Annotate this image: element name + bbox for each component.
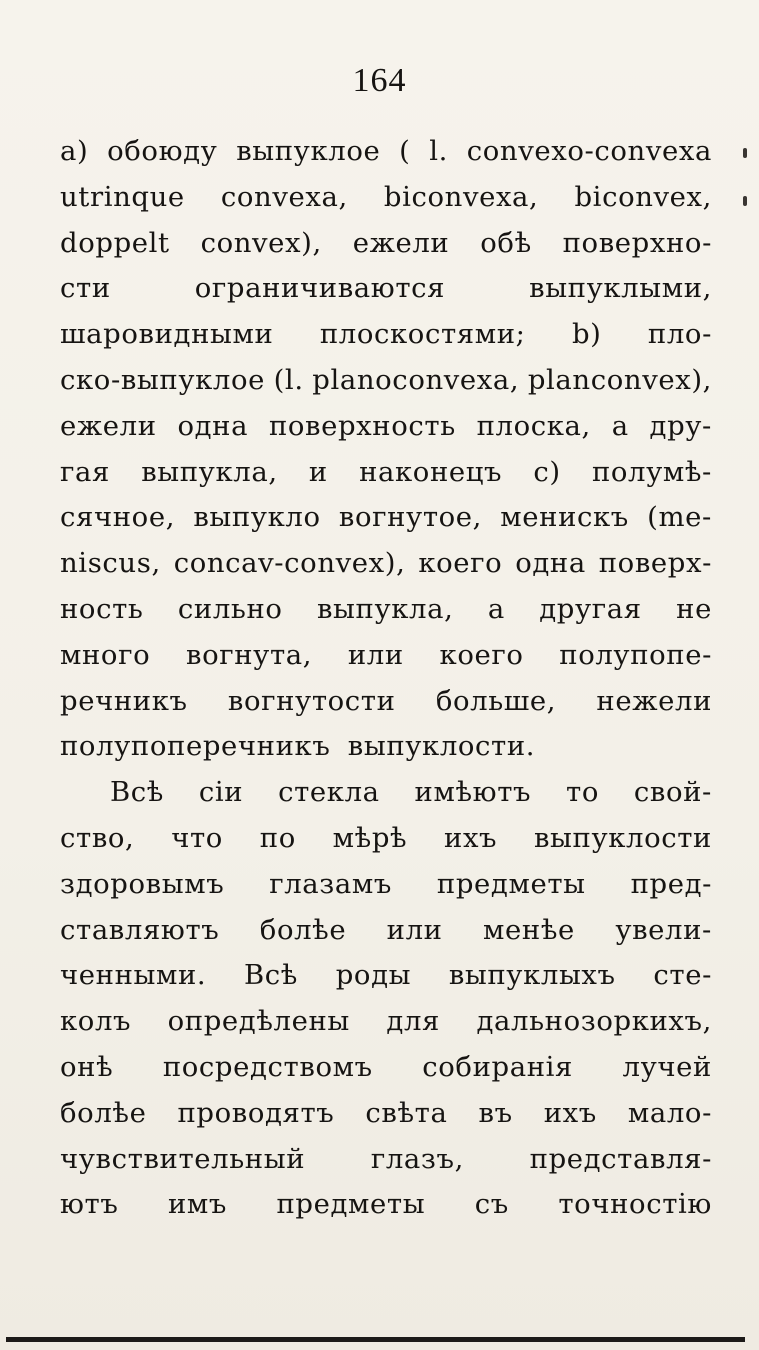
word: ность xyxy=(60,592,144,625)
word: выпуклости xyxy=(533,821,712,854)
edge-mark xyxy=(743,196,747,206)
word: проводятъ xyxy=(177,1096,335,1129)
word: менѣе xyxy=(483,913,575,946)
text-line xyxy=(60,1091,712,1137)
text-line xyxy=(60,908,712,954)
word: точностію xyxy=(558,1188,712,1221)
word: плоска, xyxy=(476,409,591,442)
word: дру- xyxy=(649,409,712,442)
word: выпукло xyxy=(193,501,321,534)
word: мѣрѣ xyxy=(332,821,408,854)
word: одна xyxy=(177,409,249,442)
word: niscus, xyxy=(60,547,161,580)
text-line xyxy=(60,312,712,358)
word: ство, xyxy=(60,821,135,854)
word: гая xyxy=(60,455,110,488)
word: ( xyxy=(399,135,411,167)
word: предметы xyxy=(436,867,586,900)
text-line xyxy=(60,404,712,450)
word: ско-выпуклое xyxy=(60,363,266,396)
word: много xyxy=(60,638,151,671)
text-line xyxy=(60,175,712,221)
word: выпукла, xyxy=(316,592,454,625)
word: сти xyxy=(60,272,111,305)
text-line xyxy=(60,495,712,541)
word: ежели xyxy=(60,409,157,442)
word: обоюду xyxy=(107,135,218,167)
word: опредѣлены xyxy=(167,1005,350,1038)
word: менискъ xyxy=(500,501,629,534)
word: (me- xyxy=(647,501,712,534)
text-line xyxy=(60,862,712,908)
word: или xyxy=(386,913,443,946)
word: выпуклыми, xyxy=(529,272,712,305)
word: больше, xyxy=(435,684,557,717)
text-line xyxy=(60,816,712,862)
word: concav-convex), xyxy=(173,547,406,580)
word: глазамъ xyxy=(269,867,392,900)
text-line xyxy=(60,999,712,1045)
word: не xyxy=(676,592,712,625)
word: представля- xyxy=(529,1142,712,1175)
word: пред- xyxy=(630,867,712,900)
word: doppelt xyxy=(60,226,170,259)
text-line xyxy=(60,679,712,725)
word: здоровымъ xyxy=(60,867,225,900)
word: коего xyxy=(439,638,524,671)
word: стекла xyxy=(278,776,380,809)
text-line: полупоперечникъ выпуклости. xyxy=(60,730,536,763)
text-line xyxy=(60,1137,712,1183)
text-line xyxy=(60,1182,712,1228)
word: мало- xyxy=(627,1096,712,1129)
word: convexo-convexa xyxy=(466,135,712,167)
word: ченными. xyxy=(60,959,207,992)
word: поверх- xyxy=(598,547,712,580)
word: онѣ xyxy=(60,1050,114,1083)
text-line xyxy=(60,770,712,816)
word: чувствительный xyxy=(60,1142,306,1175)
word: или xyxy=(347,638,404,671)
word: сте- xyxy=(653,959,712,992)
text-line xyxy=(60,129,712,175)
word: полумѣ- xyxy=(591,455,712,488)
word: convexa, xyxy=(220,180,348,213)
text-line xyxy=(60,221,712,267)
word: коего xyxy=(418,547,503,580)
word: колъ xyxy=(60,1005,132,1038)
word: обѣ xyxy=(480,226,532,259)
word: для xyxy=(386,1005,440,1038)
word: с) xyxy=(533,455,561,488)
word: convex), xyxy=(200,226,322,259)
word: вогнута, xyxy=(186,638,313,671)
word: Всѣ xyxy=(110,776,164,809)
word: речникъ xyxy=(60,684,188,717)
word: ихъ xyxy=(543,1096,597,1129)
word: то xyxy=(566,776,599,809)
word: (l. xyxy=(273,363,304,396)
word: дальнозоркихъ, xyxy=(476,1005,712,1038)
word: ежели xyxy=(352,226,450,259)
text-line xyxy=(60,1045,712,1091)
word: свѣта xyxy=(365,1096,448,1129)
word: a) xyxy=(60,135,89,167)
word: что xyxy=(171,821,223,854)
word: нежели xyxy=(596,684,712,717)
word: ставляютъ xyxy=(60,913,220,946)
word: ограничиваются xyxy=(194,272,446,305)
word: ихъ xyxy=(444,821,498,854)
word: biconvexa, xyxy=(383,180,539,213)
word: полупопе- xyxy=(559,638,712,671)
word: болѣе xyxy=(60,1096,147,1129)
word: болѣе xyxy=(259,913,347,946)
word: а xyxy=(487,592,505,625)
text-line xyxy=(60,450,712,496)
word: b) xyxy=(571,318,602,351)
text-line xyxy=(60,358,712,404)
word: въ xyxy=(478,1096,513,1129)
word: biconvex, xyxy=(574,180,712,213)
word: по xyxy=(259,821,296,854)
word: сильно xyxy=(177,592,283,625)
word: а xyxy=(611,409,629,442)
page-number: 164 xyxy=(352,62,407,99)
word: и xyxy=(308,455,328,488)
text-line xyxy=(60,587,712,633)
word: planconvex), xyxy=(527,363,712,396)
word: съ xyxy=(474,1188,509,1221)
word: utrinque xyxy=(60,180,185,213)
word: planoconvexa, xyxy=(312,363,520,396)
word: имъ xyxy=(167,1188,227,1221)
word: пло- xyxy=(647,318,712,351)
word: поверхность xyxy=(268,409,456,442)
word: l. xyxy=(429,135,448,167)
word: выпуклыхъ xyxy=(448,959,616,992)
text-line xyxy=(60,953,712,999)
word: Всѣ xyxy=(243,959,298,992)
word: лучей xyxy=(622,1050,712,1083)
body-text xyxy=(60,129,712,1228)
text-line xyxy=(60,266,712,312)
word: плоскостями; xyxy=(319,318,526,351)
word: одна xyxy=(515,547,586,580)
word: вогнутое, xyxy=(338,501,483,534)
word: имѣютъ xyxy=(414,776,532,809)
word: шаровидными xyxy=(60,318,274,351)
word: выпукла, xyxy=(141,455,278,488)
text-line xyxy=(60,541,712,587)
word: увели- xyxy=(615,913,712,946)
word: поверхно- xyxy=(562,226,712,259)
word: собиранія xyxy=(422,1050,573,1083)
word: ютъ xyxy=(60,1188,119,1221)
word: другая xyxy=(539,592,642,625)
word: посредствомъ xyxy=(162,1050,373,1083)
word: выпуклое xyxy=(236,135,381,167)
text-line xyxy=(60,633,712,679)
bottom-rule xyxy=(6,1337,745,1342)
word: предметы xyxy=(276,1188,426,1221)
word: роды xyxy=(335,959,412,992)
edge-mark xyxy=(743,148,747,158)
word: вогнутости xyxy=(227,684,396,717)
word: сіи xyxy=(198,776,244,809)
word: глазъ, xyxy=(370,1142,464,1175)
word: сячное, xyxy=(60,501,176,534)
word: наконецъ xyxy=(359,455,503,488)
word: свой- xyxy=(633,776,712,809)
